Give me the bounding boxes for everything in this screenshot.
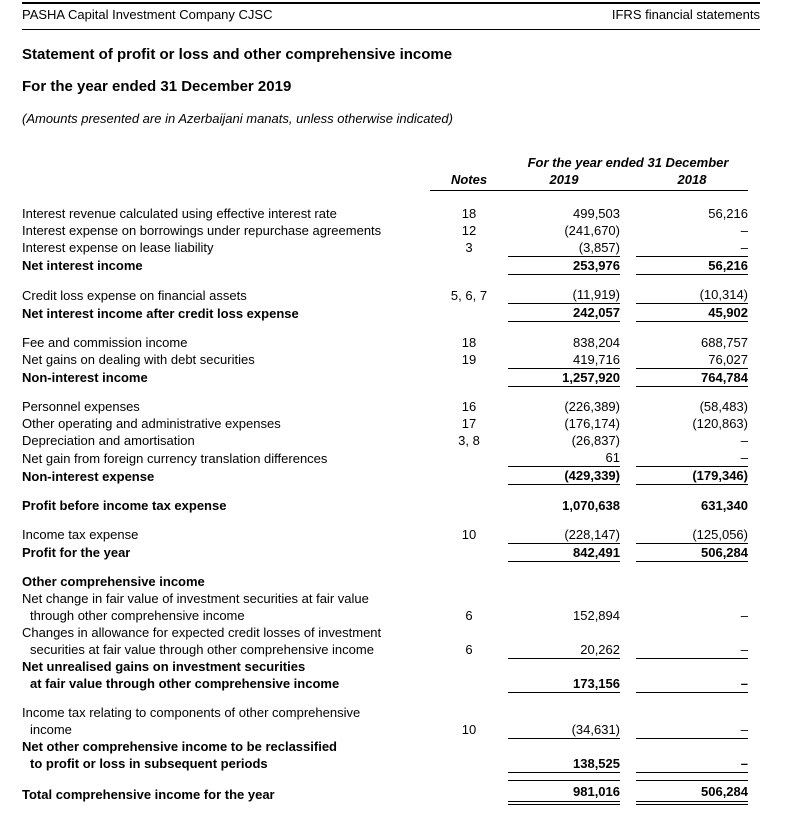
row-value-2018: (120,863) <box>692 416 748 431</box>
row-notes: 5, 6, 7 <box>450 287 488 303</box>
column-gap <box>620 222 636 239</box>
column-gap <box>620 497 636 514</box>
row-notes: 6 <box>465 642 473 657</box>
year-2019-column-header: 2019 <box>508 171 620 191</box>
row-notes <box>430 256 508 274</box>
row-label: Total comprehensive income for the year <box>22 786 275 802</box>
row-value-2019: 842,491 <box>508 543 620 561</box>
spacer-cell <box>22 772 748 780</box>
table-row <box>22 704 748 738</box>
column-gap <box>620 368 636 386</box>
column-gap <box>620 334 636 351</box>
row-value-2018: (125,056) <box>636 526 748 544</box>
row-value-2019: 253,976 <box>508 256 620 274</box>
statement-period: For the year ended 31 December 2019 <box>22 78 292 95</box>
table-row <box>22 658 748 692</box>
row-value-2018: 45,902 <box>636 304 748 322</box>
column-gap <box>620 449 636 467</box>
row-value-2019: (26,837) <box>571 433 620 448</box>
row-value-2018: – <box>636 658 748 692</box>
spacer-row <box>22 772 748 780</box>
row-value-2018: (179,346) <box>636 467 748 485</box>
table-row <box>22 368 748 386</box>
row-label: Profit before income tax expense <box>22 497 227 513</box>
row-label: Changes in allowance for expected credit losses of investment securities at fair value through other comprehensive income <box>22 625 382 657</box>
spacer-cell <box>22 274 748 286</box>
row-notes: 17 <box>461 416 477 431</box>
table-row <box>22 222 748 239</box>
table-row <box>22 334 748 351</box>
row-value-2018: – <box>740 608 748 623</box>
row-value-2019: 981,016 <box>508 780 620 803</box>
row-notes <box>430 368 508 386</box>
table-row <box>22 467 748 485</box>
row-value-2018: – <box>740 222 748 238</box>
statement-title: Statement of profit or loss and other comprehensive income <box>22 46 453 63</box>
row-notes <box>430 573 508 590</box>
column-gap <box>620 432 636 449</box>
row-value-2019: (3,857) <box>508 239 620 257</box>
table-row <box>22 738 748 772</box>
row-notes <box>430 467 508 485</box>
row-notes <box>430 304 508 322</box>
row-value-2018: 764,784 <box>636 368 748 386</box>
row-value-2018: (58,483) <box>699 399 748 414</box>
row-label: Interest revenue calculated using effective interest rate <box>22 205 337 221</box>
spacer-row <box>22 322 748 334</box>
row-value-2019: (176,174) <box>564 416 620 431</box>
column-header-row <box>22 171 748 191</box>
row-notes <box>430 780 508 803</box>
row-notes <box>430 449 508 467</box>
row-notes: 16 <box>461 399 477 414</box>
row-label: Net gain from foreign currency translation differences <box>22 450 328 466</box>
column-gap <box>620 590 636 624</box>
row-value-2019: (228,147) <box>508 526 620 544</box>
table-row <box>22 543 748 561</box>
spacer-row <box>22 561 748 573</box>
row-label: Credit loss expense on financial assets <box>22 287 247 303</box>
row-notes: 18 <box>461 334 477 350</box>
row-value-2018: – <box>636 704 748 738</box>
row-value-2018: 506,284 <box>636 780 748 803</box>
row-notes <box>430 497 508 514</box>
row-label: Net other comprehensive income to be reclassified to profit or loss in subsequent periods <box>22 739 337 771</box>
row-label: Interest expense on borrowings under repurchase agreements <box>22 222 382 238</box>
row-value-2019: (226,389) <box>564 399 620 414</box>
column-gap <box>620 205 636 222</box>
document-type-label: IFRS financial statements <box>611 7 760 22</box>
row-value-2018: – <box>740 433 748 448</box>
empty-cell <box>22 171 430 191</box>
row-label: Non-interest income <box>22 370 148 385</box>
empty-cell <box>22 154 430 171</box>
row-notes: 6 <box>465 608 473 623</box>
table-row <box>22 286 748 304</box>
row-value-2019: (34,631) <box>508 704 620 738</box>
column-gap <box>620 398 636 415</box>
table-row <box>22 449 748 467</box>
row-label: Profit for the year <box>22 545 131 560</box>
statement-rows <box>22 191 748 803</box>
spacer-row <box>22 692 748 704</box>
document-header <box>22 2 760 30</box>
row-value-2018: 688,757 <box>701 334 748 350</box>
column-gap <box>620 256 636 274</box>
row-value-2018: – <box>636 738 748 772</box>
spacer-cell <box>22 514 748 526</box>
row-value-2019: 152,894 <box>573 608 620 623</box>
table-row <box>22 590 748 624</box>
year-2018-column-header: 2018 <box>636 171 748 191</box>
spacer-cell <box>22 485 748 497</box>
period-header-row <box>22 154 748 171</box>
column-gap-header <box>620 171 636 191</box>
spacer-cell <box>22 561 748 573</box>
row-value-2019: (241,670) <box>564 222 620 238</box>
row-notes <box>430 738 508 772</box>
column-gap <box>620 304 636 322</box>
table-row <box>22 497 748 514</box>
table-row <box>22 573 748 590</box>
row-label: Income tax expense <box>22 527 139 542</box>
company-name: PASHA Capital Investment Company CJSC <box>22 7 273 22</box>
column-gap <box>620 704 636 738</box>
row-label: Depreciation and amortisation <box>22 433 195 448</box>
table-row <box>22 239 748 257</box>
spacer-row <box>22 274 748 286</box>
table-row <box>22 624 748 658</box>
table-row <box>22 432 748 449</box>
row-notes: 10 <box>461 527 477 542</box>
row-value-2019: 20,262 <box>508 624 620 658</box>
row-value-2018: – <box>636 239 748 257</box>
row-value-2019: (429,339) <box>508 467 620 485</box>
row-value-2018: – <box>636 449 748 467</box>
column-gap <box>620 415 636 432</box>
row-notes: 18 <box>461 205 477 221</box>
table-row <box>22 304 748 322</box>
notes-column-header: Notes <box>430 171 508 191</box>
row-notes: 10 <box>461 722 477 737</box>
currency-note: (Amounts presented are in Azerbaijani manats, unless otherwise indicated) <box>22 111 453 126</box>
row-notes <box>430 658 508 692</box>
row-value-2019: 838,204 <box>573 334 620 350</box>
row-value-2019 <box>508 573 620 590</box>
row-label: Fee and commission income <box>22 334 188 350</box>
row-notes <box>430 543 508 561</box>
table-row <box>22 780 748 803</box>
income-statement-table <box>22 154 748 805</box>
table-row <box>22 398 748 415</box>
row-value-2019: 419,716 <box>508 351 620 369</box>
row-value-2018: 56,216 <box>636 256 748 274</box>
column-gap <box>620 780 636 803</box>
column-gap <box>620 467 636 485</box>
spacer-cell <box>22 191 748 205</box>
row-notes: 19 <box>461 352 477 367</box>
column-gap <box>620 351 636 369</box>
column-gap <box>620 526 636 544</box>
row-label: Interest expense on lease liability <box>22 240 214 255</box>
spacer-row <box>22 386 748 398</box>
table-row <box>22 526 748 544</box>
row-value-2019: 242,057 <box>508 304 620 322</box>
row-label: Net gains on dealing with debt securities <box>22 352 255 367</box>
spacer-cell <box>22 322 748 334</box>
row-value-2018: (10,314) <box>636 286 748 304</box>
row-value-2018: 506,284 <box>636 543 748 561</box>
row-value-2019: 173,156 <box>508 658 620 692</box>
column-gap <box>620 573 636 590</box>
row-notes: 3, 8 <box>458 433 480 448</box>
spacer-cell <box>22 386 748 398</box>
table-row <box>22 205 748 222</box>
table-row <box>22 415 748 432</box>
spacer-cell <box>22 692 748 704</box>
column-gap <box>620 543 636 561</box>
row-notes: 12 <box>461 222 477 238</box>
row-value-2019: 61 <box>508 449 620 467</box>
column-gap <box>620 239 636 257</box>
column-gap <box>620 658 636 692</box>
row-value-2019: (11,919) <box>508 286 620 304</box>
spacer-row <box>22 514 748 526</box>
row-value-2018: 631,340 <box>701 497 748 513</box>
row-value-2018: – <box>636 624 748 658</box>
row-value-2019: 1,257,920 <box>508 368 620 386</box>
row-value-2018 <box>636 573 748 590</box>
row-label: Net interest income after credit loss expense <box>22 305 299 321</box>
table-row <box>22 351 748 369</box>
row-label: Non-interest expense <box>22 468 155 484</box>
column-gap <box>620 624 636 658</box>
empty-cell <box>430 154 508 171</box>
row-label: Net interest income <box>22 258 143 273</box>
row-label: Income tax relating to components of other comprehensive income <box>22 705 361 737</box>
row-value-2019: 1,070,638 <box>562 497 620 513</box>
row-value-2018: 76,027 <box>636 351 748 369</box>
row-label: Other comprehensive income <box>22 574 205 589</box>
row-label: Net change in fair value of investment securities at fair value through other comprehensive income <box>22 591 369 623</box>
table-row <box>22 256 748 274</box>
column-gap <box>620 738 636 772</box>
row-value-2018: 56,216 <box>708 205 748 221</box>
row-value-2019: 138,525 <box>508 738 620 772</box>
row-label: Personnel expenses <box>22 399 140 414</box>
row-label: Net unrealised gains on investment securities at fair value through other comprehensive income <box>22 659 340 691</box>
period-column-header: For the year ended 31 December <box>527 155 729 170</box>
row-notes: 3 <box>465 240 473 255</box>
row-label: Other operating and administrative expenses <box>22 416 281 431</box>
spacer-row <box>22 191 748 205</box>
spacer-row <box>22 485 748 497</box>
row-value-2019: 499,503 <box>573 205 620 221</box>
column-gap <box>620 286 636 304</box>
